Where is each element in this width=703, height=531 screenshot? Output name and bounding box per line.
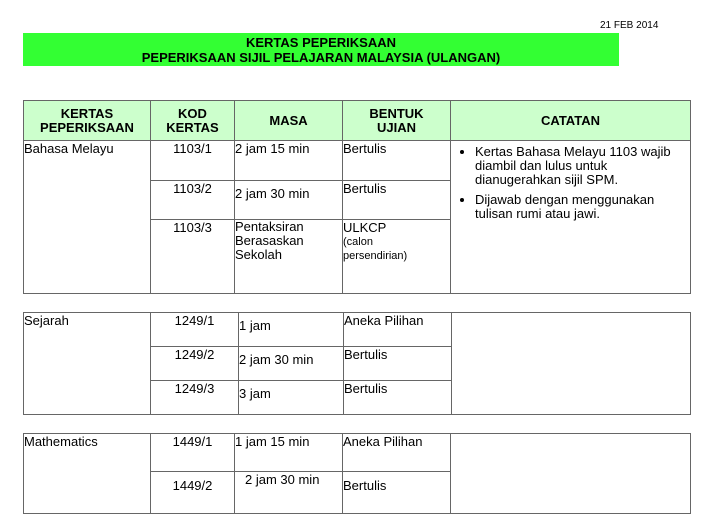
- subject-name-sejarah: Sejarah: [24, 313, 151, 415]
- paper-code: 1249/3: [151, 381, 239, 415]
- header-kertas-peperiksaan: KERTAS PEPERIKSAAN: [24, 101, 151, 141]
- banner-title-line-1: KERTAS PEPERIKSAAN: [245, 35, 396, 50]
- header-bentuk-ujian: BENTUK UJIAN: [343, 101, 451, 141]
- paper-format: Bertulis: [343, 141, 451, 181]
- paper-format: ULKCP (calon persendirian): [343, 220, 451, 294]
- paper-code: 1103/2: [151, 181, 235, 220]
- paper-duration: 1 jam 15 min: [235, 434, 343, 472]
- paper-format: Aneka Pilihan: [344, 313, 452, 347]
- paper-duration: 3 jam: [239, 381, 344, 415]
- paper-code: 1103/1: [151, 141, 235, 181]
- banner-title-line-2: PEPERIKSAAN SIJIL PELAJARAN MALAYSIA (ULANGAN): [141, 50, 501, 65]
- table-row: [24, 313, 691, 347]
- catatan-empty: [451, 434, 691, 514]
- paper-duration: 2 jam 15 min: [235, 141, 343, 181]
- bahasa-melayu-table: [23, 100, 691, 294]
- paper-code: 1449/1: [151, 434, 235, 472]
- header-masa: MASA: [235, 101, 343, 141]
- subject-name-mathematics: Mathematics: [24, 434, 151, 514]
- paper-code: 1249/2: [151, 347, 239, 381]
- header-catatan: CATATAN: [451, 101, 691, 141]
- paper-format: Aneka Pilihan: [343, 434, 451, 472]
- paper-code: 1103/3: [151, 220, 235, 294]
- table-row: [24, 141, 691, 181]
- paper-duration: 1 jam: [239, 313, 344, 347]
- paper-duration: 2 jam 30 min: [235, 181, 343, 220]
- table-row: [24, 434, 691, 472]
- header-row: [24, 101, 691, 141]
- subject-name-bahasa-melayu: Bahasa Melayu: [24, 141, 151, 294]
- note-item: • Kertas Bahasa Melayu 1103 wajib diambil dan lulus untuk dianugerahkan sijil SPM.: [475, 145, 686, 187]
- catatan-empty: [452, 313, 691, 415]
- header-kod-kertas: KOD KERTAS: [151, 101, 235, 141]
- sejarah-table: [23, 312, 691, 415]
- note-item: • Dijawab dengan menggunakan tulisan rumi atau jawi.: [475, 193, 686, 221]
- paper-code: 1449/2: [151, 472, 235, 514]
- mathematics-table: [23, 433, 691, 514]
- title-banner: [23, 33, 619, 66]
- paper-code: 1249/1: [151, 313, 239, 347]
- paper-format: Bertulis: [343, 472, 451, 514]
- paper-duration: 2 jam 30 min: [235, 472, 343, 514]
- paper-duration: Pentaksiran Berasaskan Sekolah: [235, 220, 343, 294]
- paper-format: Bertulis: [344, 381, 452, 415]
- paper-format: Bertulis: [343, 181, 451, 220]
- document-date: 21 FEB 2014: [600, 20, 659, 31]
- paper-duration: 2 jam 30 min: [239, 347, 344, 381]
- paper-format: Bertulis: [344, 347, 452, 381]
- catatan-notes: [451, 141, 691, 294]
